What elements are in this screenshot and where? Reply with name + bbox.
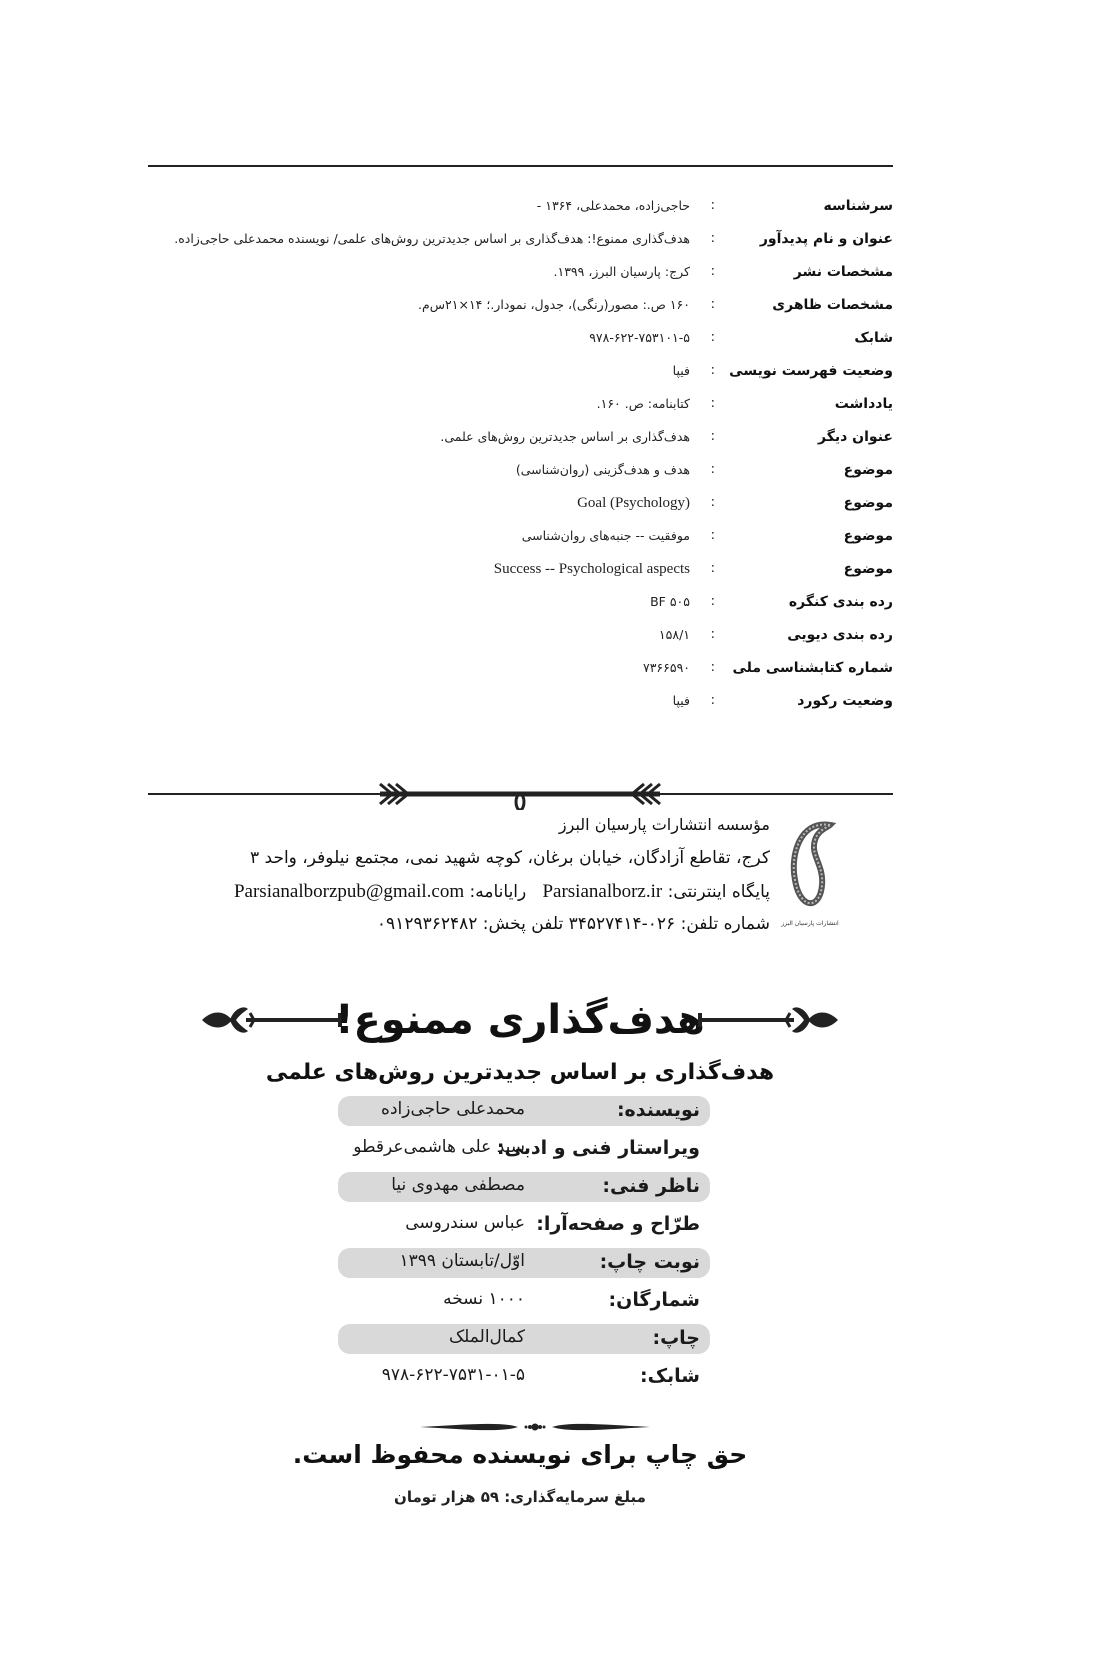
credit-label: طرّاح و صفحه‌آرا: <box>536 1213 700 1235</box>
catalog-value: Goal (Psychology) <box>577 495 690 511</box>
catalog-colon: : <box>710 660 715 675</box>
catalog-value: ۷۳۶۶۵۹۰ <box>643 660 690 675</box>
catalog-row <box>148 264 893 297</box>
catalog-row <box>148 330 893 363</box>
credit-label: ویراستار فنی و ادبی: <box>496 1137 700 1159</box>
catalog-label: موضوع <box>843 462 893 478</box>
email-link[interactable]: Parsianalborzpub@gmail.com <box>233 881 465 902</box>
catalog-value: هدف‌گذاری ممنوع!: هدف‌گذاری بر اساس جدیدترین روش‌های علمی/ نویسنده محمدعلی حاجی‌زاده. <box>174 231 690 246</box>
catalog-value: کتابنامه: ص. ۱۶۰. <box>596 396 690 411</box>
book-subtitle: هدف‌گذاری بر اساس جدیدترین روش‌های علمی <box>265 1060 775 1085</box>
catalog-value: فیپا <box>672 363 690 378</box>
credit-row <box>338 1210 710 1240</box>
catalog-label: رده بندی کنگره <box>788 594 893 610</box>
catalog-label: یادداشت <box>834 396 893 412</box>
catalog-row <box>148 429 893 462</box>
credit-value: سید علی هاشمی‌عرقطو <box>353 1137 525 1157</box>
credit-value: مصطفی مهدوی نیا <box>391 1175 525 1195</box>
publisher-address: کرج، تقاطع آزادگان، خیابان برغان، کوچه شهید نمی، مجتمع نیلوفر، واحد ۳ <box>249 848 770 868</box>
catalog-label: رده بندی دیویی <box>787 627 893 643</box>
catalog-value: ۱۶۰ ص.: مصور(رنگی)، جدول، نمودار.؛ ۱۴×۲۱س‌م. <box>418 297 690 312</box>
catalog-colon: : <box>710 330 715 345</box>
catalog-label: عنوان و نام پدیدآور <box>759 231 893 247</box>
svg-text:انتشارات پارسیان البرز: انتشارات پارسیان البرز <box>781 920 839 927</box>
credit-row <box>338 1324 710 1354</box>
credit-value: محمدعلی حاجی‌زاده <box>381 1099 525 1119</box>
catalog-colon: : <box>710 264 715 279</box>
website-label: پایگاه اینترنتی: <box>667 882 770 902</box>
catalog-colon: : <box>710 594 715 609</box>
credit-value: کمال‌الملک <box>448 1327 525 1347</box>
credit-label: ناظر فنی: <box>602 1175 700 1197</box>
catalog-row <box>148 660 893 693</box>
website-link[interactable]: Parsianalborz.ir <box>542 881 663 902</box>
catalog-label: سرشناسه <box>823 198 893 214</box>
credits-table <box>338 1096 710 1400</box>
catalog-value: هدف‌گذاری بر اساس جدیدترین روش‌های علمی. <box>440 429 690 444</box>
cataloging-in-publication-block <box>148 198 893 726</box>
catalog-row <box>148 198 893 231</box>
catalog-row <box>148 561 893 594</box>
publisher-details <box>234 815 770 947</box>
credit-value: ۹۷۸-۶۲۲-۷۵۳۱-۰۱-۵ <box>381 1365 525 1385</box>
catalog-colon: : <box>710 363 715 378</box>
credit-label: شابک: <box>639 1365 700 1387</box>
catalog-colon: : <box>710 198 715 213</box>
catalog-row <box>148 627 893 660</box>
catalog-colon: : <box>710 297 715 312</box>
credit-row <box>338 1286 710 1316</box>
catalog-row <box>148 231 893 264</box>
dot-flourish-ornament <box>420 1415 650 1439</box>
catalog-row <box>148 693 893 726</box>
catalog-value: فیپا <box>672 693 690 708</box>
catalog-colon: : <box>710 231 715 246</box>
catalog-value: حاجی‌زاده، محمدعلی، ۱۳۶۴ - <box>536 198 690 213</box>
catalog-label: وضعیت رکورد <box>797 693 893 709</box>
catalog-label: وضعیت فهرست نویسی <box>729 363 893 379</box>
catalog-row <box>148 396 893 429</box>
email-label: رایانامه: <box>469 882 527 902</box>
credit-value: اوّل/تابستان ۱۳۹۹ <box>399 1251 525 1271</box>
credit-label: نویسنده: <box>616 1099 700 1121</box>
catalog-colon: : <box>710 561 715 576</box>
catalog-value: موفقیت -- جنبه‌های روان‌شناسی <box>521 528 690 543</box>
credit-value: عباس سندروسی <box>405 1213 525 1233</box>
catalog-row <box>148 363 893 396</box>
publisher-contact-line <box>234 881 770 914</box>
arrow-divider-ornament <box>148 780 893 810</box>
catalog-label: مشخصات نشر <box>793 264 893 280</box>
credit-label: نوبت چاپ: <box>599 1251 700 1273</box>
copyright-notice: حق چاپ برای نویسنده محفوظ است. <box>292 1440 748 1469</box>
catalog-row <box>148 297 893 330</box>
leaf-ornament-right-icon <box>690 1005 840 1035</box>
catalog-label: شابک <box>854 330 893 346</box>
catalog-label: مشخصات ظاهری <box>772 297 893 313</box>
price-line: مبلغ سرمایه‌گذاری: ۵۹ هزار تومان <box>394 1488 646 1506</box>
catalog-label: موضوع <box>843 528 893 544</box>
credit-row <box>338 1362 710 1392</box>
catalog-colon: : <box>710 627 715 642</box>
catalog-row <box>148 528 893 561</box>
catalog-row <box>148 495 893 528</box>
credit-row <box>338 1134 710 1164</box>
publisher-name: مؤسسه انتشارات پارسیان البرز <box>558 815 770 834</box>
catalog-row <box>148 594 893 627</box>
catalog-colon: : <box>710 693 715 708</box>
catalog-colon: : <box>710 528 715 543</box>
catalog-label: شماره کتابشناسی ملی <box>732 660 893 676</box>
catalog-value: هدف و هدف‌گزینی (روان‌شناسی) <box>515 462 690 477</box>
catalog-colon: : <box>710 462 715 477</box>
catalog-row <box>148 462 893 495</box>
catalog-label: عنوان دیگر <box>818 429 893 445</box>
catalog-label: موضوع <box>843 495 893 511</box>
catalog-value: Success -- Psychological aspects <box>493 561 690 577</box>
credit-row <box>338 1172 710 1202</box>
credit-row <box>338 1096 710 1126</box>
credit-label: چاپ: <box>652 1327 700 1349</box>
catalog-value: BF ۵۰۵ <box>650 594 690 609</box>
catalog-label: موضوع <box>843 561 893 577</box>
credit-row <box>338 1248 710 1278</box>
publisher-phone: شماره تلفن: ۰۲۶-۳۴۵۲۷۴۱۴ تلفن پخش: ۰۹۱۲۹۳۶۲۴۸۲ <box>376 914 770 934</box>
credit-label: شمارگان: <box>608 1289 700 1311</box>
book-title: هدف‌گذاری ممنوع! <box>335 997 705 1043</box>
top-rule <box>148 165 893 167</box>
catalog-colon: : <box>710 429 715 444</box>
catalog-colon: : <box>710 495 715 510</box>
catalog-value: ۹۷۸-۶۲۲-۷۵۳۱۰۱-۵ <box>589 330 690 345</box>
catalog-value: کرج: پارسیان البرز، ۱۳۹۹. <box>553 264 690 279</box>
publisher-logo-icon <box>780 815 840 930</box>
catalog-colon: : <box>710 396 715 411</box>
book-title-banner <box>200 990 840 1060</box>
credit-value: ۱۰۰۰ نسخه <box>443 1289 525 1309</box>
catalog-value: ۱۵۸/۱ <box>658 627 690 642</box>
